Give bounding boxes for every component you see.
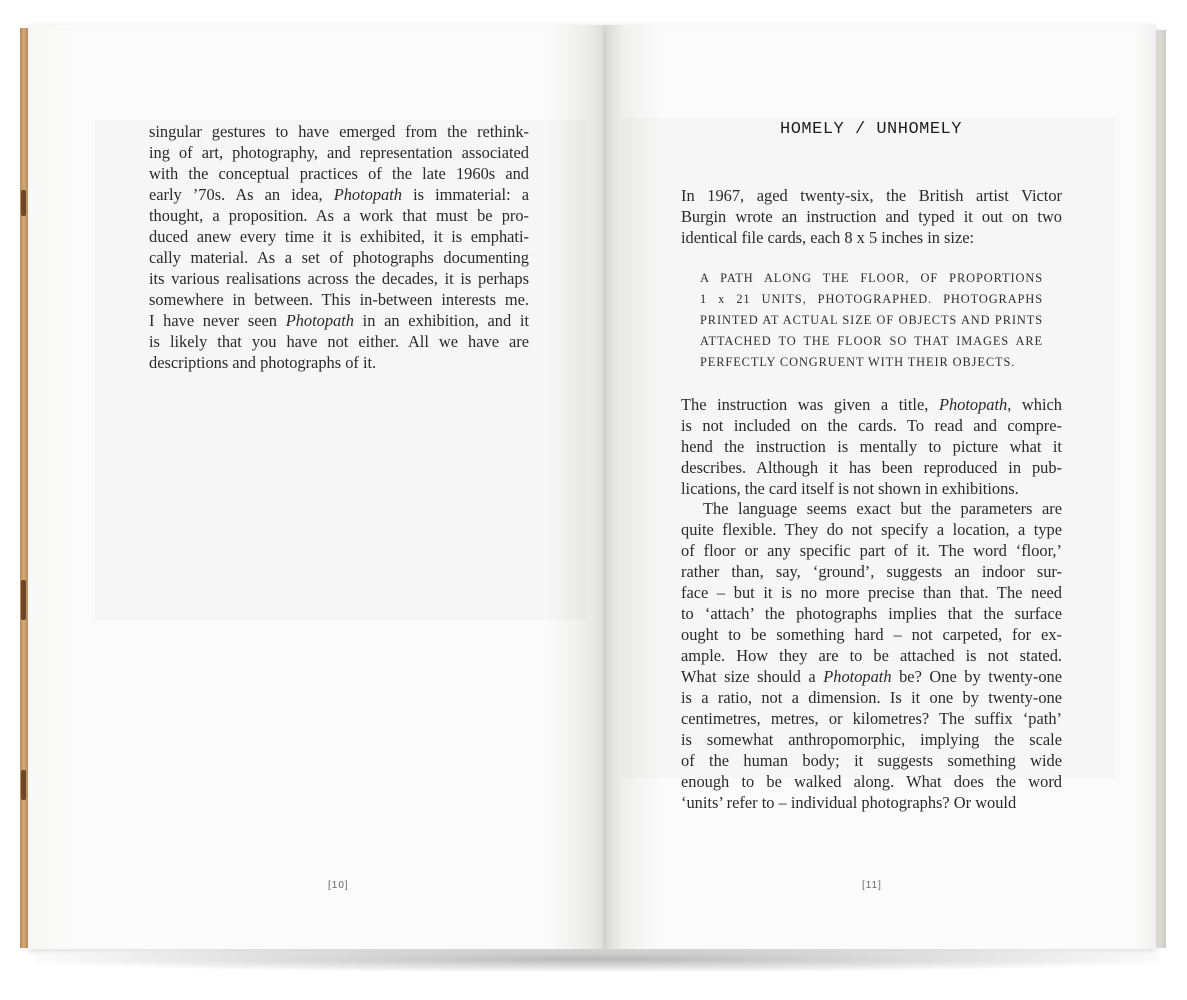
text-line: 1 x 21 UNITS, PHOTOGRAPHED. PHOTOGRAPHS	[700, 292, 1043, 306]
italic-title: Photopath	[938, 395, 1008, 414]
text-line: The instruction was given a title, Photopath, which	[681, 395, 1062, 414]
text-line: quite flexible. They do not specify a location, a type	[681, 520, 1062, 539]
text-line: is somewhat anthropomorphic, implying the scale	[681, 730, 1062, 749]
text-line: PRINTED AT ACTUAL SIZE OF OBJECTS AND PRINTS	[700, 313, 1043, 327]
edge-mark	[21, 770, 26, 800]
text-line: A PATH ALONG THE FLOOR, OF PROPORTIONS	[700, 271, 1043, 285]
text-line: singular gestures to have emerged from the rethink-	[149, 122, 529, 141]
text-line: identical file cards, each 8 x 5 inches in size:	[681, 228, 975, 247]
text-line: I have never seen Photopath in an exhibition, and it	[149, 311, 529, 330]
text-line: is a ratio, not a dimension. Is it one by twenty-one	[681, 688, 1062, 707]
italic-title: Photopath	[285, 311, 354, 330]
text-line: ‘units’ refer to – individual photographs? Or would	[681, 793, 1017, 812]
text-line: centimetres, metres, or kilometres? The suffix ‘path’	[681, 709, 1062, 728]
instruction-quote	[700, 268, 1043, 373]
chapter-heading: HOMELY / UNHOMELY	[780, 120, 962, 139]
italic-title: Photopath	[823, 667, 892, 686]
text-line: is likely that you have not either. All we have are	[149, 332, 529, 351]
text-line: hend the instruction is mentally to picture what it	[681, 437, 1062, 456]
text-line: enough to be walked along. What does the word	[681, 772, 1062, 791]
book-shadow	[36, 946, 1161, 972]
text-line: lications, the card itself is not shown in exhibitions.	[681, 479, 1019, 498]
text-line: duced anew every time it is exhibited, it is emphati-	[149, 227, 529, 246]
page-number-left: [10]	[328, 880, 349, 891]
left-page-body	[149, 121, 529, 373]
text-line: What size should a Photopath be? One by twenty-one	[681, 667, 1062, 686]
edge-mark	[21, 190, 26, 216]
text-line: The language seems exact but the parameters are	[703, 499, 1062, 518]
edge-mark	[21, 580, 26, 620]
text-line: to ‘attach’ the photographs implies that the surface	[681, 604, 1062, 623]
text-line: is not included on the cards. To read and compre-	[681, 416, 1062, 435]
text-line: rather than, say, ‘ground’, suggests an indoor sur-	[681, 562, 1062, 581]
page-block-edge	[20, 28, 28, 948]
text-line: cally material. As a set of photographs documenting	[149, 248, 529, 267]
text-line: PERFECTLY CONGRUENT WITH THEIR OBJECTS.	[700, 355, 1016, 369]
text-line: face – but it is no more precise than that. The need	[681, 583, 1062, 602]
italic-title: Photopath	[333, 185, 402, 204]
page-number-right: [11]	[862, 880, 882, 891]
text-line: describes. Although it has been reproduced in pub-	[681, 458, 1062, 477]
text-line: ing of art, photography, and representation associated	[149, 143, 529, 162]
text-line: early ’70s. As an idea, Photopath is immaterial: a	[149, 185, 529, 204]
text-line: descriptions and photographs of it.	[149, 353, 377, 372]
text-line: ample. How they are to be attached is not stated.	[681, 646, 1062, 665]
text-line: somewhere in between. This in-between interests me.	[149, 290, 529, 309]
text-line: of the human body; it suggests something wide	[681, 751, 1062, 770]
intro-paragraph	[681, 185, 1062, 248]
right-page-block-edge	[1156, 30, 1166, 948]
text-line: ought to be something hard – not carpeted, for ex-	[681, 625, 1062, 644]
text-line: ATTACHED TO THE FLOOR SO THAT IMAGES ARE	[700, 334, 1043, 348]
text-line: with the conceptual practices of the late 1960s and	[149, 164, 529, 183]
text-line: of floor or any specific part of it. The word ‘floor,’	[681, 541, 1062, 560]
text-line: Burgin wrote an instruction and typed it out on two	[681, 207, 1062, 226]
text-line: its various realisations across the decades, it is perhaps	[149, 269, 529, 288]
text-line: thought, a proposition. As a work that must be pro-	[149, 206, 529, 225]
body-paragraph-1	[681, 394, 1062, 499]
text-line: In 1967, aged twenty-six, the British artist Victor	[681, 186, 1062, 205]
body-paragraph-2	[681, 498, 1062, 813]
